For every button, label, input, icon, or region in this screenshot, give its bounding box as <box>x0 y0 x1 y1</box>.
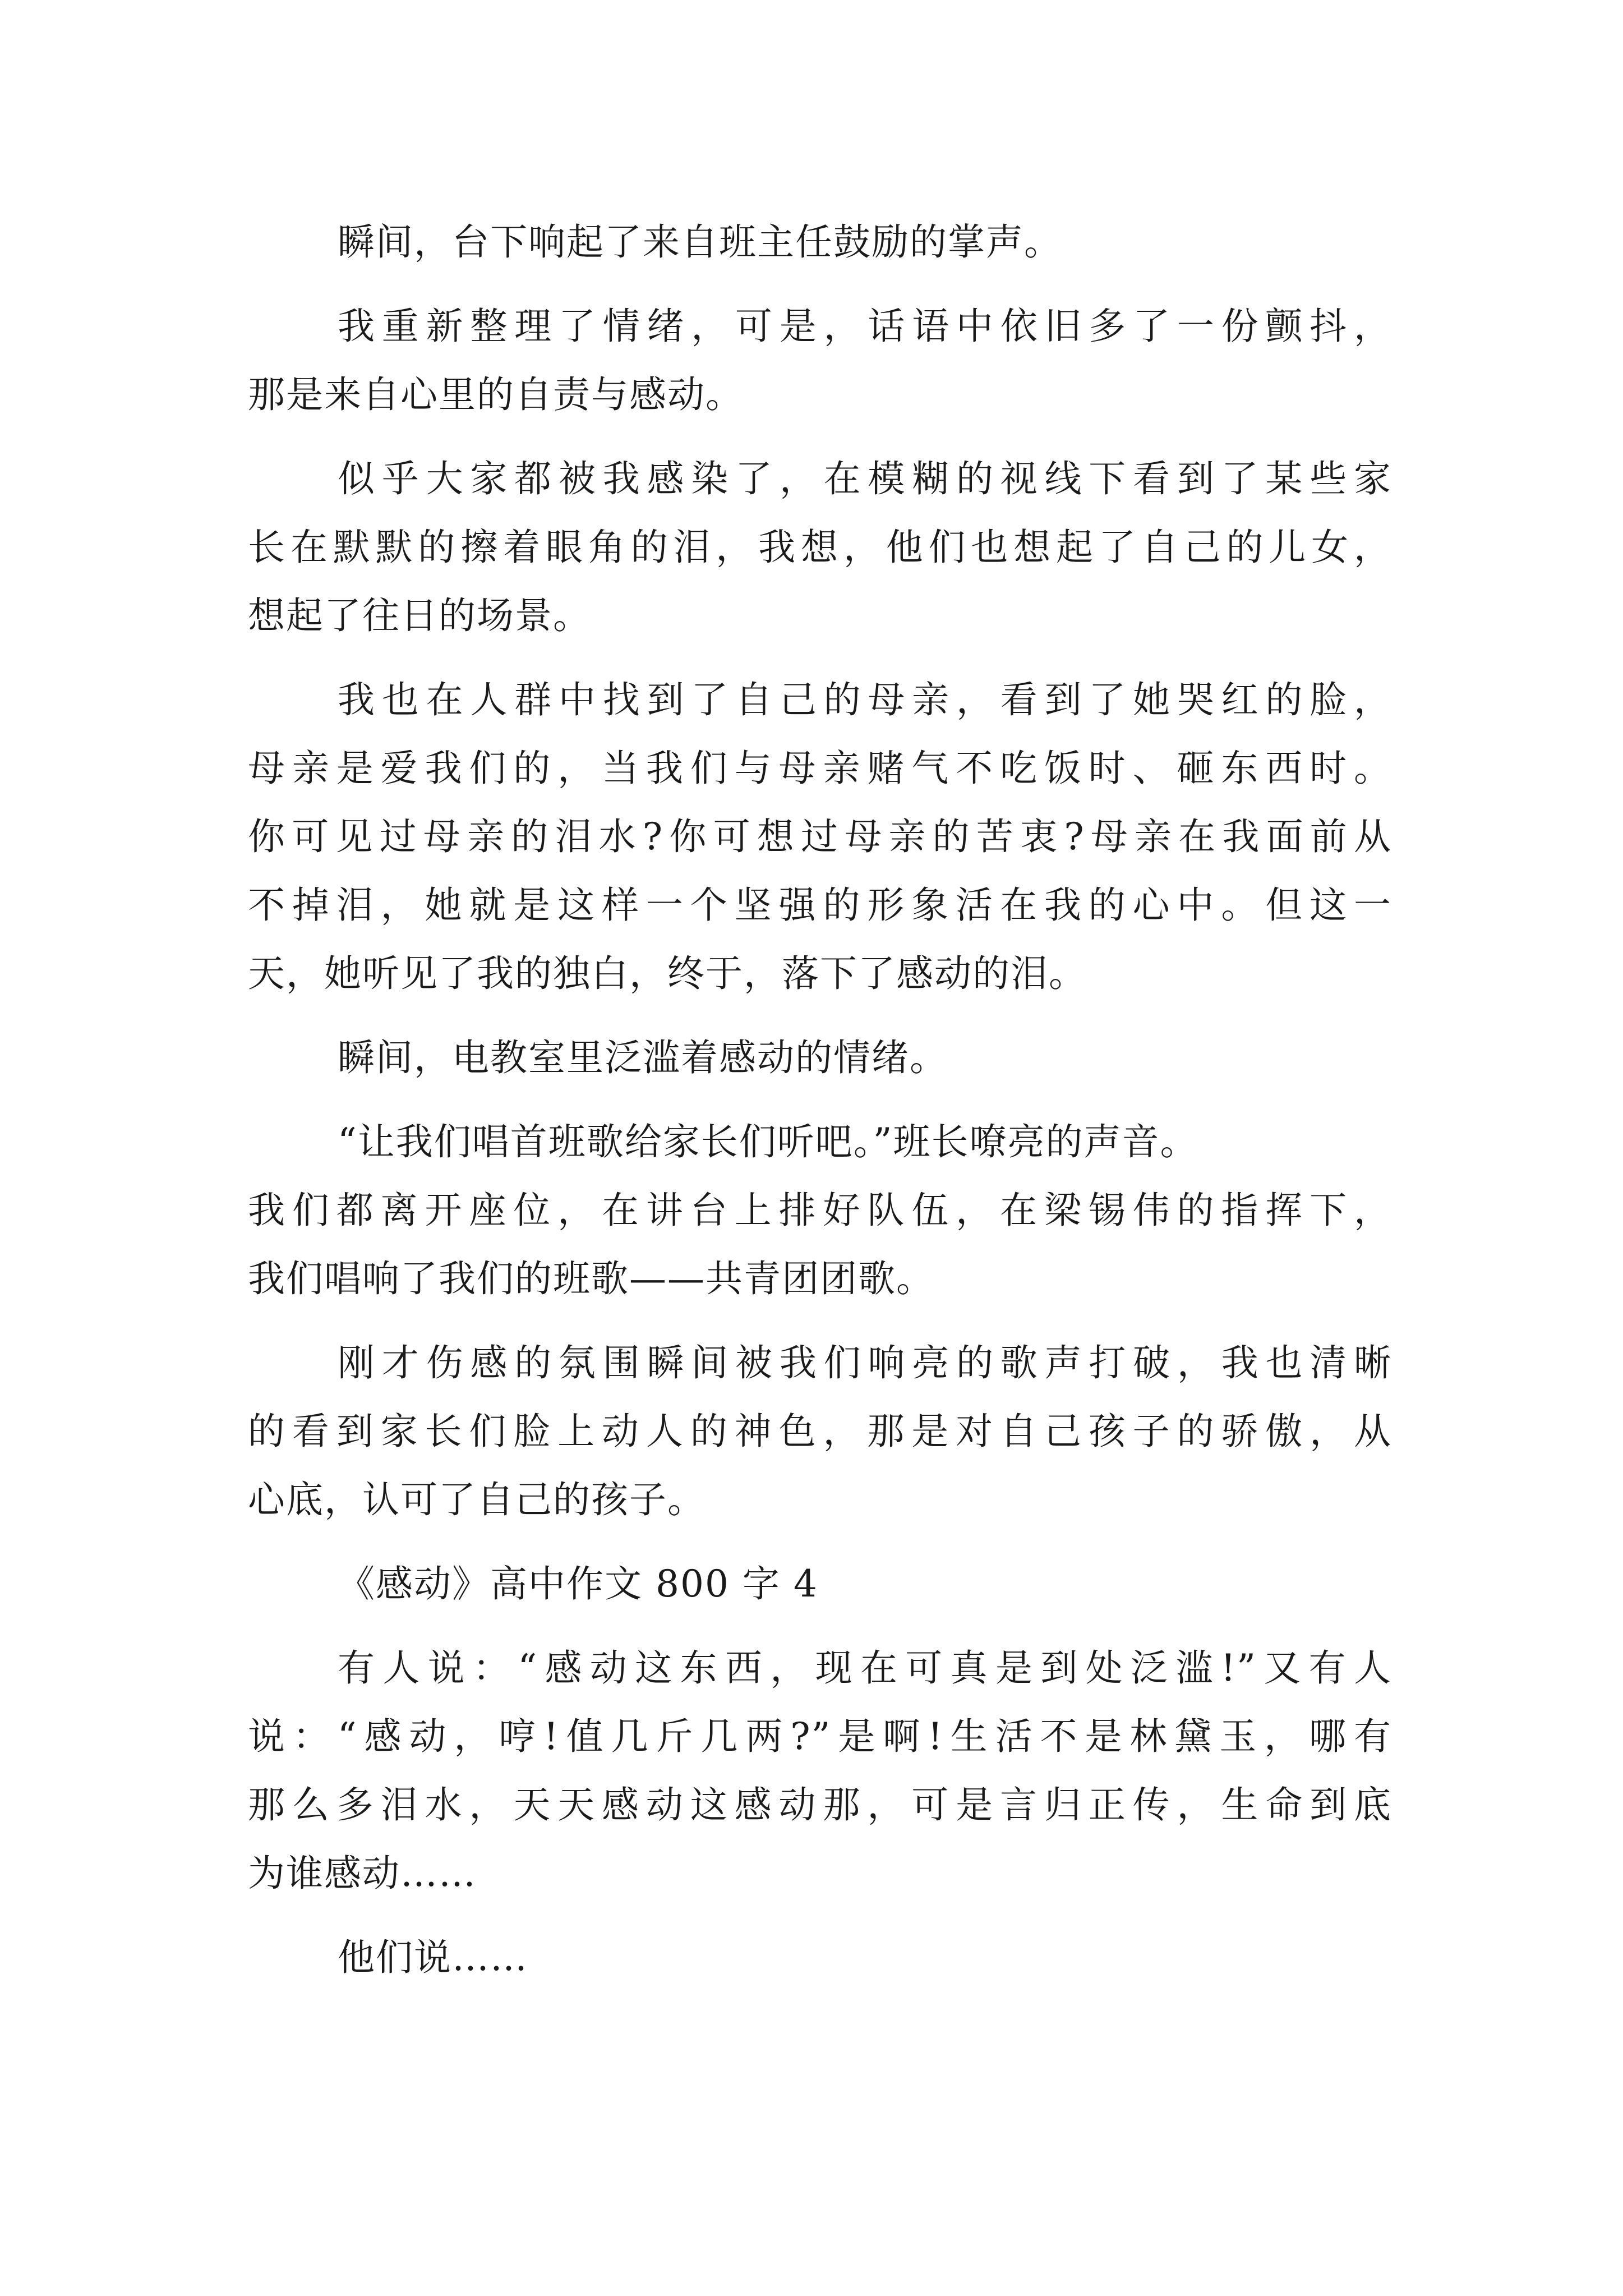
section-heading: 《感动》高中作文 800 字 4 <box>338 1562 818 1605</box>
paragraph-line: 那么多泪水，天天感动这感动那，可是言归正传，生命到底 <box>248 1783 1392 1826</box>
paragraph-line: 有人说：“感动这东西，现在可真是到处泛滥!”又有人 <box>338 1646 1392 1690</box>
paragraph-line: “让我们唱首班歌给家长们听吧。”班长嘹亮的声音。 <box>338 1120 1198 1163</box>
paragraph-line: 那是来自心里的自责与感动。 <box>248 373 744 416</box>
paragraph-line: 长在默默的擦着眼角的泪，我想，他们也想起了自己的儿女， <box>248 526 1392 569</box>
paragraph-line: 心底，认可了自己的孩子。 <box>248 1478 706 1521</box>
paragraph-line: 你可见过母亲的泪水?你可想过母亲的苦衷?母亲在我面前从 <box>248 815 1392 858</box>
paragraph-line: 瞬间，电教室里泛滥着感动的情绪。 <box>338 1036 948 1079</box>
paragraph-line: 为谁感动…… <box>248 1852 477 1895</box>
paragraph-line: 似乎大家都被我感染了，在模糊的视线下看到了某些家 <box>338 457 1392 500</box>
paragraph-line: 瞬间，台下响起了来自班主任鼓励的掌声。 <box>338 220 1062 264</box>
paragraph-line: 我重新整理了情绪，可是，话语中依旧多了一份颤抖， <box>338 305 1392 348</box>
paragraph-line: 我们唱响了我们的班歌——共青团团歌。 <box>248 1257 934 1300</box>
paragraph-line: 我也在人群中找到了自己的母亲，看到了她哭红的脸， <box>338 678 1392 721</box>
paragraph-line: 想起了往日的场景。 <box>248 594 591 637</box>
paragraph-line: 不掉泪，她就是这样一个坚强的形象活在我的心中。但这一 <box>248 884 1392 927</box>
paragraph-line: 的看到家长们脸上动人的神色，那是对自己孩子的骄傲，从 <box>248 1410 1392 1453</box>
paragraph-line: 他们说…… <box>338 1936 528 1979</box>
paragraph-line: 母亲是爱我们的，当我们与母亲赌气不吃饭时、砸东西时。 <box>248 747 1392 790</box>
paragraph-line: 我们都离开座位，在讲台上排好队伍，在梁锡伟的指挥下， <box>248 1189 1392 1232</box>
paragraph-line: 说：“感动，哼!值几斤几两?”是啊!生活不是林黛玉，哪有 <box>248 1715 1392 1758</box>
paragraph-line: 刚才伤感的氛围瞬间被我们响亮的歌声打破，我也清晰 <box>338 1341 1392 1384</box>
paragraph-line: 天，她听见了我的独白，终于，落下了感动的泪。 <box>248 952 1087 995</box>
